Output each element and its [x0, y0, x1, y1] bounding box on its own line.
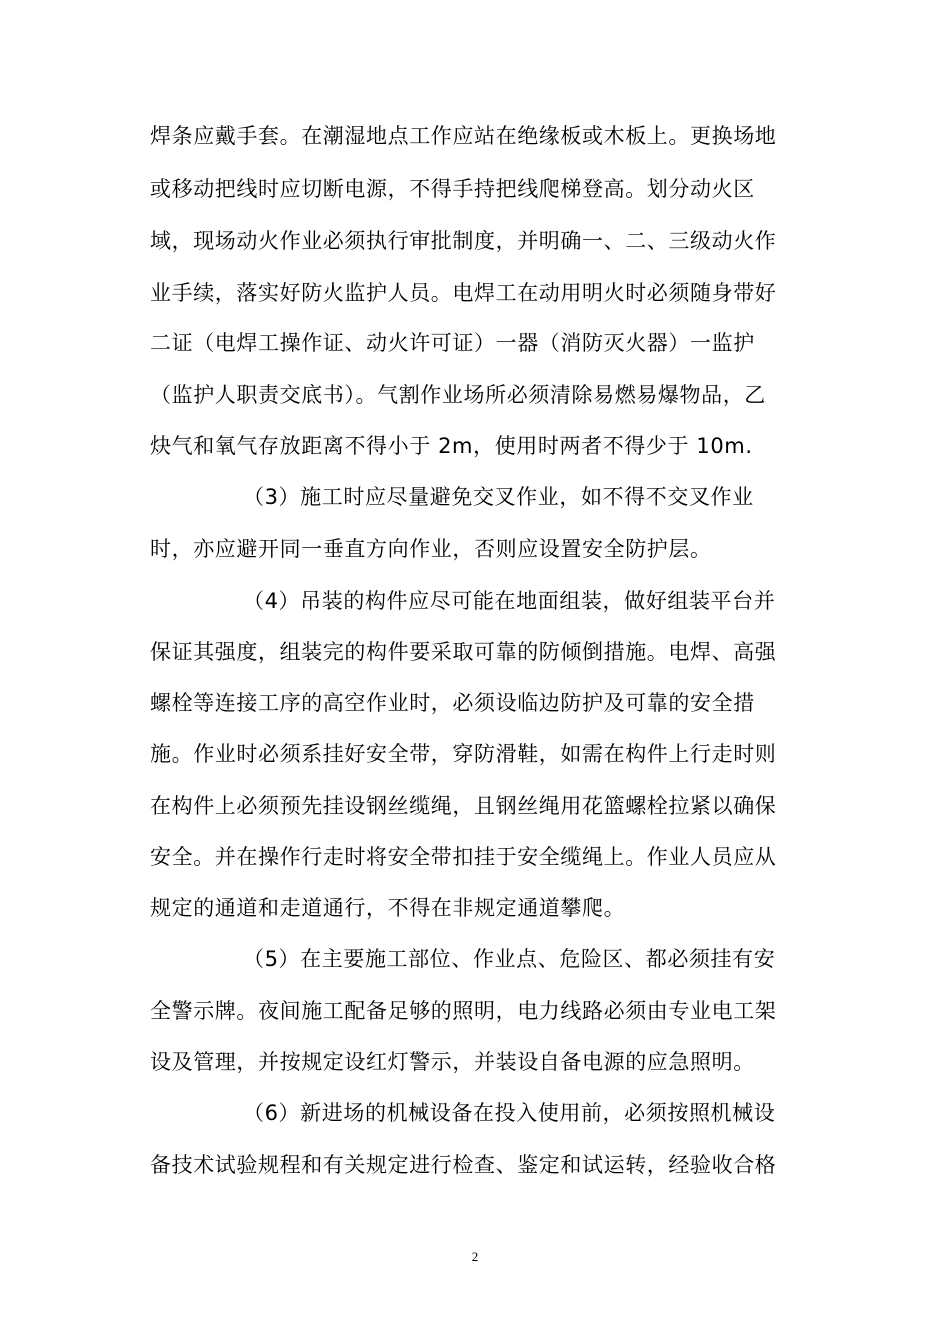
body-text-line: 全警示牌。夜间施工配备足够的照明，电力线路必须由专业电工架	[150, 999, 777, 1023]
body-text-line: 保证其强度，组装完的构件要采取可靠的防倾倒措施。电焊、高强	[150, 640, 777, 664]
body-text-line: 施。作业时必须系挂好安全带，穿防滑鞋，如需在构件上行走时则	[150, 742, 777, 766]
body-text-line: 在构件上必须预先挂设钢丝缆绳，且钢丝绳用花篮螺栓拉紧以确保	[150, 794, 777, 818]
body-text-line: 备技术试验规程和有关规定进行检查、鉴定和试运转，经验收合格	[150, 1153, 777, 1177]
body-text-line: 二证（电焊工操作证、动火许可证）一器（消防灭火器）一监护	[150, 331, 755, 355]
body-text-line: 焊条应戴手套。在潮湿地点工作应站在绝缘板或木板上。更换场地	[150, 124, 777, 148]
body-text-line: 或移动把线时应切断电源，不得手持把线爬梯登高。划分动火区	[150, 177, 755, 201]
body-text-line: 螺栓等连接工序的高空作业时，必须设临边防护及可靠的安全措	[150, 691, 755, 715]
body-text-line: 设及管理，并按规定设红灯警示，并装设自备电源的应急照明。	[150, 1050, 755, 1074]
body-text-line: 安全。并在操作行走时将安全带扣挂于安全缆绳上。作业人员应从	[150, 845, 777, 869]
paragraph-6-first-line: （6）新进场的机械设备在投入使用前，必须按照机械设	[243, 1101, 776, 1125]
page-number: 2	[471, 1249, 479, 1264]
body-text-line: 规定的通道和走道通行，不得在非规定通道攀爬。	[150, 896, 626, 920]
paragraph-5-first-line: （5）在主要施工部位、作业点、危险区、都必须挂有安	[243, 947, 776, 971]
body-text-line: 时，亦应避开同一垂直方向作业，否则应设置安全防护层。	[150, 537, 712, 561]
paragraph-3-first-line: （3）施工时应尽量避免交叉作业，如不得不交叉作业	[243, 485, 754, 509]
body-text-line: 业手续，落实好防火监护人员。电焊工在动用明火时必须随身带好	[150, 281, 777, 305]
paragraph-4-first-line: （4）吊装的构件应尽可能在地面组装，做好组装平台并	[243, 589, 776, 613]
body-text-line: 域，现场动火作业必须执行审批制度，并明确一、二、三级动火作	[150, 229, 777, 253]
body-text-line: 炔气和氧气存放距离不得小于 2m，使用时两者不得少于 10m.	[150, 434, 753, 458]
body-text-line: （监护人职责交底书）。气割作业场所必须清除易燃易爆物品，乙	[150, 383, 766, 407]
